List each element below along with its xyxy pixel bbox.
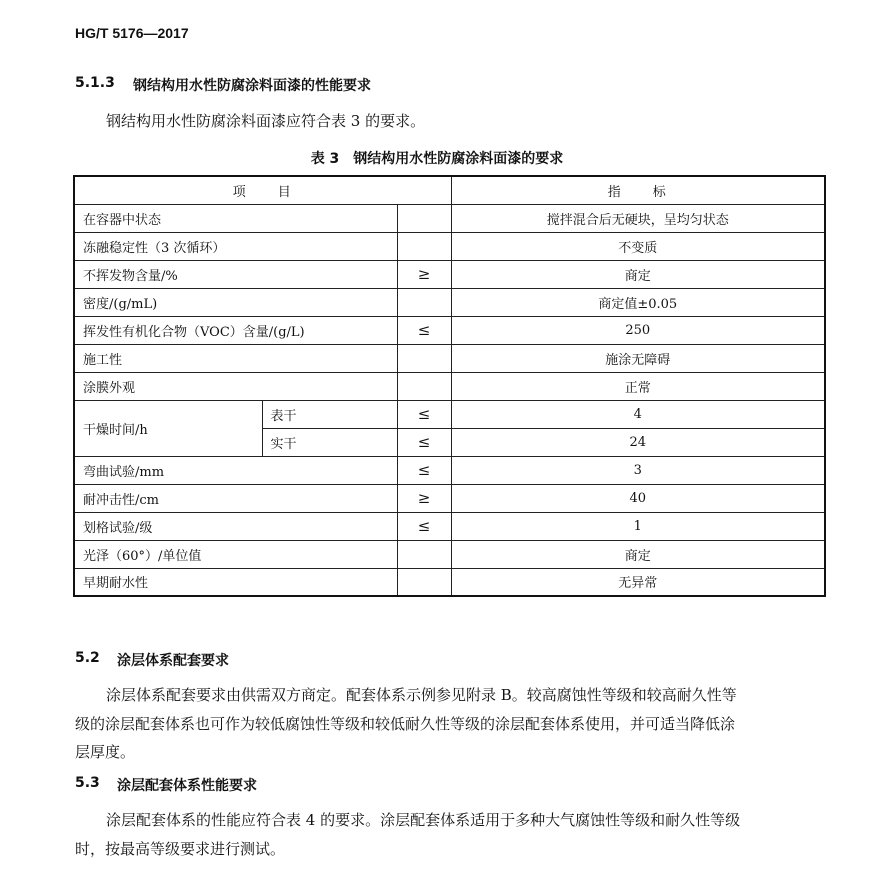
- row-item: 密度/(g/mL): [74, 288, 397, 316]
- table-row: [74, 204, 825, 232]
- section-title-5-3: 涂层配套体系性能要求: [117, 778, 257, 794]
- table-row: [74, 400, 825, 428]
- table-row: [74, 512, 825, 540]
- table-row: [74, 568, 825, 596]
- table-row: [74, 540, 825, 568]
- row-value: 施涂无障碍: [451, 344, 825, 372]
- row-value: 搅拌混合后无硬块，呈均匀状态: [451, 204, 825, 232]
- row-item: 挥发性有机化合物（VOC）含量/(g/L): [74, 316, 397, 344]
- section-body-5-3-line1: 涂层配套体系的性能应符合表 4 的要求。涂层配套体系适用于多种大气腐蚀性等级和耐久性等级: [106, 811, 741, 829]
- row-value: 商定值±0.05: [451, 288, 825, 316]
- row-subitem: 实干: [262, 428, 397, 456]
- table-row: [74, 344, 825, 372]
- row-value: 不变质: [451, 232, 825, 260]
- section-body-5-1-3: 钢结构用水性防腐涂料面漆应符合表 3 的要求。: [106, 112, 426, 130]
- table-row: [74, 232, 825, 260]
- row-item: 干燥时间/h: [74, 400, 262, 456]
- row-item: 光泽（60°）/单位值: [74, 540, 397, 568]
- table-caption: 表 3 钢结构用水性防腐涂料面漆的要求: [310, 151, 564, 167]
- table-header-row: [74, 176, 825, 204]
- row-symbol: [397, 568, 451, 596]
- table-row: [74, 372, 825, 400]
- section-title-5-2: 涂层体系配套要求: [117, 653, 229, 669]
- row-value: 无异常: [451, 568, 825, 596]
- row-item: 早期耐水性: [74, 568, 397, 596]
- section-number-5-3: 5.3: [75, 775, 100, 791]
- row-value: 40: [451, 484, 825, 512]
- row-symbol: [397, 540, 451, 568]
- row-item: 耐冲击性/cm: [74, 484, 397, 512]
- row-value: 3: [451, 456, 825, 484]
- row-value: 1: [451, 512, 825, 540]
- row-symbol: ≥: [397, 484, 451, 512]
- row-symbol: ≤: [397, 456, 451, 484]
- row-symbol: [397, 372, 451, 400]
- row-symbol: ≤: [397, 400, 451, 428]
- row-item: 划格试验/级: [74, 512, 397, 540]
- section-number-5-2: 5.2: [75, 650, 100, 666]
- column-header-index: 指 标: [451, 176, 825, 204]
- standard-code: HG/T 5176—2017: [75, 25, 189, 41]
- row-item: 施工性: [74, 344, 397, 372]
- section-body-5-2-line3: 层厚度。: [75, 743, 136, 761]
- section-body-5-2-line1: 涂层体系配套要求由供需双方商定。配套体系示例参见附录 B。较高腐蚀性等级和较高耐久性等: [106, 686, 737, 704]
- row-item: 不挥发物含量/%: [74, 260, 397, 288]
- row-item: 涂膜外观: [74, 372, 397, 400]
- table-row: [74, 316, 825, 344]
- row-value: 正常: [451, 372, 825, 400]
- row-item: 冻融稳定性（3 次循环）: [74, 232, 397, 260]
- row-item: 在容器中状态: [74, 204, 397, 232]
- row-symbol: ≤: [397, 512, 451, 540]
- section-body-5-2-line2: 级的涂层配套体系也可作为较低腐蚀性等级和较低耐久性等级的涂层配套体系使用，并可适当降低涂: [75, 715, 736, 733]
- row-symbol: [397, 344, 451, 372]
- row-symbol: [397, 232, 451, 260]
- row-symbol: ≤: [397, 316, 451, 344]
- section-number-5-1-3: 5.1.3: [75, 75, 115, 91]
- row-symbol: ≥: [397, 260, 451, 288]
- table-row: [74, 484, 825, 512]
- row-value: 24: [451, 428, 825, 456]
- row-subitem: 表干: [262, 400, 397, 428]
- column-header-item: 项 目: [74, 176, 451, 204]
- table-row: [74, 260, 825, 288]
- table-row: [74, 456, 825, 484]
- section-body-5-3-line2: 时，按最高等级要求进行测试。: [75, 840, 286, 858]
- section-title-5-1-3: 钢结构用水性防腐涂料面漆的性能要求: [133, 78, 371, 94]
- row-symbol: ≤: [397, 428, 451, 456]
- row-value: 4: [451, 400, 825, 428]
- row-value: 商定: [451, 540, 825, 568]
- row-value: 商定: [451, 260, 825, 288]
- row-symbol: [397, 204, 451, 232]
- row-symbol: [397, 288, 451, 316]
- requirements-table: [73, 175, 826, 597]
- table-row: [74, 288, 825, 316]
- row-item: 弯曲试验/mm: [74, 456, 397, 484]
- row-value: 250: [451, 316, 825, 344]
